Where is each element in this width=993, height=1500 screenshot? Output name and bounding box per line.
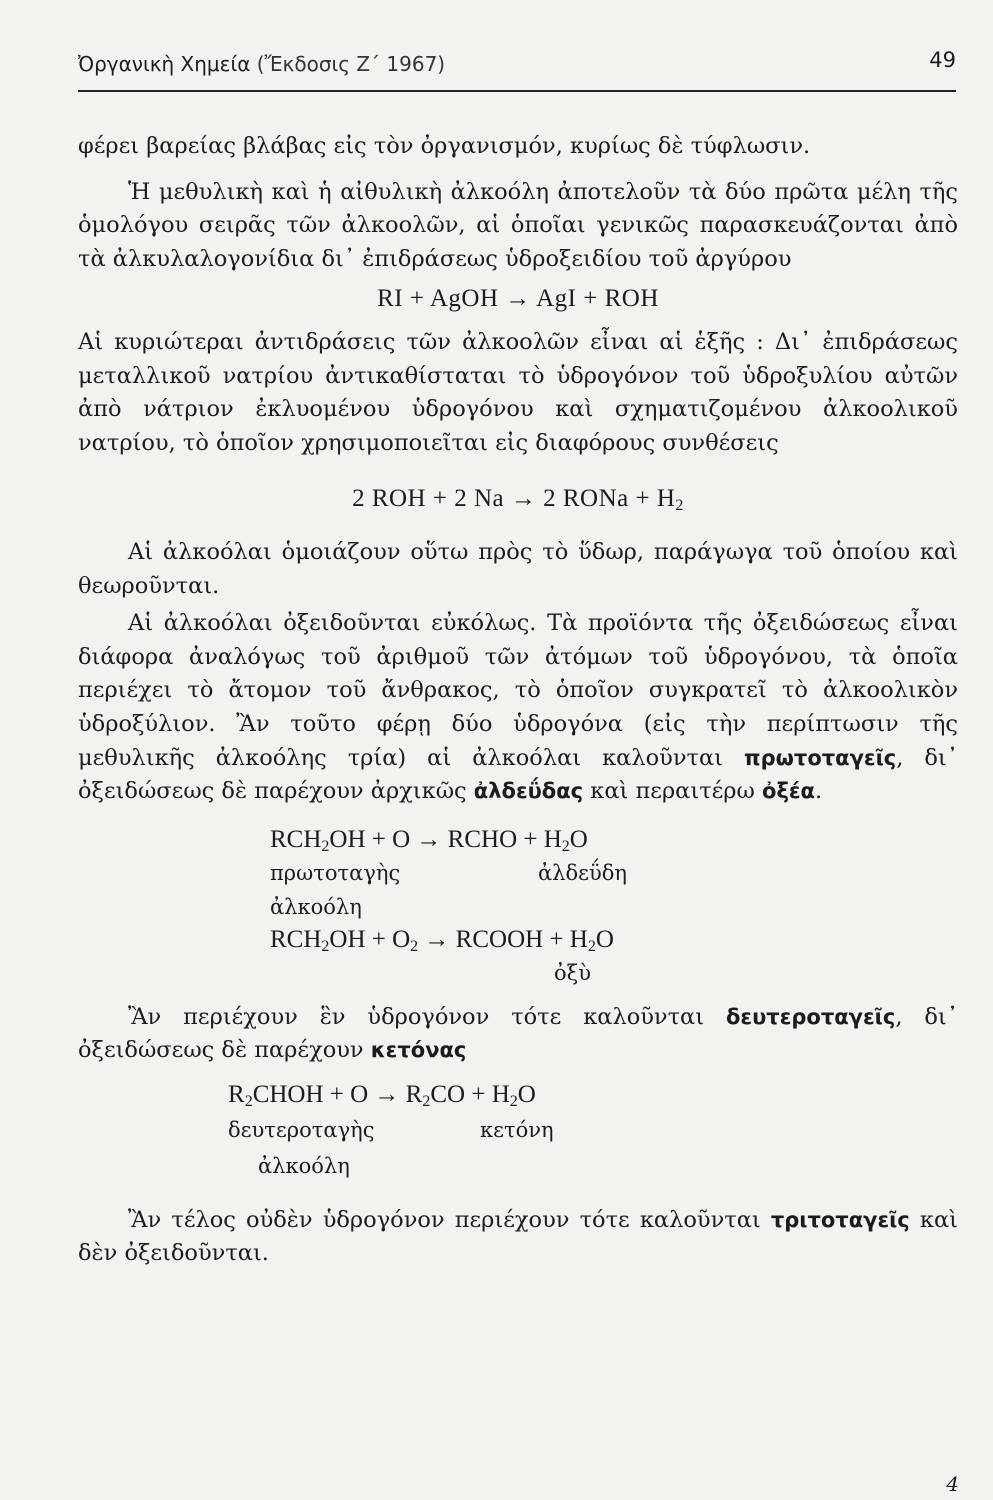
- running-header: [78, 44, 956, 84]
- term-tertiary: τριτοταγεῖς: [770, 1207, 910, 1232]
- label-acid: ὀξὺ: [554, 960, 591, 985]
- reaction-primary-to-aldehyde: [270, 823, 588, 857]
- term-ketones: κετόνας: [370, 1038, 467, 1063]
- label-aldehyde: ἀλδεΰδη: [538, 860, 628, 885]
- r3-sub-a: 2: [244, 1092, 253, 1110]
- paragraph-5-text-d: καὶ περαιτέρω: [583, 778, 763, 805]
- r2-part-c: → RCOOH + H: [418, 925, 588, 953]
- term-secondary: δευτεροταγεῖς: [726, 1004, 896, 1029]
- reaction-block-primary: [78, 823, 958, 993]
- paragraph-6-text-a: Ἂν περιέχουν ἓν ὑδρογόνον τότε καλοῦνται: [128, 1003, 726, 1030]
- r3-part-a: R: [228, 1080, 245, 1108]
- paragraph-7-text-c: καὶ δὲν ὀξειδοῦνται.: [78, 1206, 958, 1267]
- paragraph-5-text-c: , δι᾽ ὀξειδώσεως δὲ παρέχουν ἀρχικῶς: [78, 744, 958, 805]
- paragraph-7-text-a: Ἂν τέλος οὐδὲν ὑδρογόνον περιέχουν τότε καλοῦνται: [128, 1206, 771, 1233]
- paragraph-5-text-e: .: [814, 778, 823, 805]
- paragraph-1: φέρει βαρείας βλάβας εἰς τὸν ὀργανισμόν, κυρίως δὲ τύφλωσιν.: [78, 133, 811, 159]
- r1-sub-a: 2: [321, 837, 330, 855]
- label-alcohol-1: ἀλκοόλη: [270, 894, 362, 919]
- paragraph-3: Αἱ κυριώτεραι ἀντιδράσεις τῶν ἀλκοολῶν εἶναι αἱ ἑξῆς : Δι᾽ ἐπιδράσεως μεταλλικοῦ νατρίου ἀντικαθίσταται τὸ ὑδρογόνον τοῦ ὑδροξυλίου αὐτῶν ἀπὸ νάτριον ἐκλυομένου ὑδρογόνου καὶ σχηματιζομένου ἀλκοολικοῦ νατρίου, τὸ ὁποῖον χρησιμοποιεῖται εἰς διαφόρους συνθέσεις: [78, 328, 958, 456]
- r3-part-b: CHOH + O → R: [252, 1080, 423, 1108]
- paragraph-5-text-a: Αἱ ἀλκοόλαι ὀξειδοῦνται εὐκόλως. Τὰ προϊόντα τῆς ὀξειδώσεως εἶναι διάφορα ἀναλόγως τοῦ ἀριθμοῦ τῶν ἀτόμων τοῦ ὑδρογόνου, τὰ ὁποῖα περιέχει τὸ ἄτομον τοῦ ἄνθρακος, τὸ ὁποῖον συγκρατεῖ τὸ ἀλκοολικὸν ὑδροξύλιον. Ἂν τοῦτο φέρῃ δύο ὑδρογόνα (εἰς τὴν περίπτωσιν τῆς μεθυλικῆς ἀλκοόλης τρία) αἱ ἀλκοόλαι καλοῦνται: [78, 610, 958, 771]
- equation-sodium-text: 2 ROH + 2 Na → 2 RONa + H: [352, 485, 676, 513]
- label-secondary-alcohol: δευτεροταγὴς: [228, 1117, 375, 1142]
- term-primary: πρωτοταγεῖς: [744, 745, 897, 770]
- label-primary-alcohol: πρωτοταγὴς: [270, 860, 401, 885]
- term-aldehydes: ἀλδεΰδας: [473, 779, 584, 804]
- paragraph-7: [78, 1204, 958, 1271]
- paragraph-6-text-c: , δι᾽ ὀξειδώσεως δὲ παρέχουν: [78, 1003, 958, 1064]
- r2-sub-a: 2: [321, 937, 330, 955]
- r3-sub-b: 2: [422, 1092, 431, 1110]
- paragraph-2: Ἡ μεθυλικὴ καὶ ἡ αἰθυλικὴ ἀλκοόλη ἀποτελοῦν τὰ δύο πρῶτα μέλη τῆς ὁμολόγου σειρᾶς τῶν ἀλκοολῶν, αἱ ὁποῖαι γενικῶς παρασκευάζονται ἀπὸ τὰ ἀλκυλαλογονίδια δι᾽ ἐπιδράσεως ὑδροξειδίου τοῦ ἀργύρου: [78, 178, 958, 272]
- label-alcohol-2: ἀλκοόλη: [258, 1153, 350, 1178]
- reaction-primary-to-acid: [270, 923, 614, 957]
- page-body: [78, 130, 958, 1271]
- r3-sub-c: 2: [509, 1092, 518, 1110]
- r1-sub-b: 2: [561, 837, 570, 855]
- equation-sodium: [78, 482, 958, 516]
- r1-part-a: RCH: [270, 825, 322, 853]
- r3-part-d: O: [517, 1080, 536, 1108]
- signature-mark: 4: [946, 1472, 959, 1496]
- paragraph-5: [78, 607, 958, 809]
- reaction-block-secondary: [78, 1078, 958, 1198]
- equation-sodium-subscript: 2: [675, 497, 684, 515]
- reaction-secondary-to-ketone: [228, 1078, 536, 1112]
- r2-sub-c: 2: [587, 937, 596, 955]
- term-acids: ὀξέα: [762, 779, 815, 804]
- r2-part-d: O: [595, 925, 614, 953]
- header-rule: [78, 90, 956, 92]
- equation-silver-hydroxide: RI + AgOH → AgI + ROH: [377, 285, 659, 313]
- r2-part-b: OH + O: [329, 925, 411, 953]
- r1-part-c: O: [569, 825, 588, 853]
- r1-part-b: OH + O → RCHO + H: [329, 825, 562, 853]
- r2-part-a: RCH: [270, 925, 322, 953]
- label-ketone: κετόνη: [480, 1117, 554, 1142]
- book-title: Ὀργανικὴ Χημεία: [78, 52, 251, 76]
- paragraph-6: [78, 1001, 958, 1068]
- paragraph-4: Αἱ ἀλκοόλαι ὁμοιάζουν οὕτω πρὸς τὸ ὕδωρ, παράγωγα τοῦ ὁποίου καὶ θεωροῦνται.: [78, 538, 958, 599]
- page-number: 49: [929, 48, 956, 72]
- r2-sub-b: 2: [410, 937, 419, 955]
- r3-part-c: CO + H: [430, 1080, 510, 1108]
- edition-note: (Ἔκδοσις Ζ΄ 1967): [256, 52, 446, 76]
- header-title: [78, 52, 445, 76]
